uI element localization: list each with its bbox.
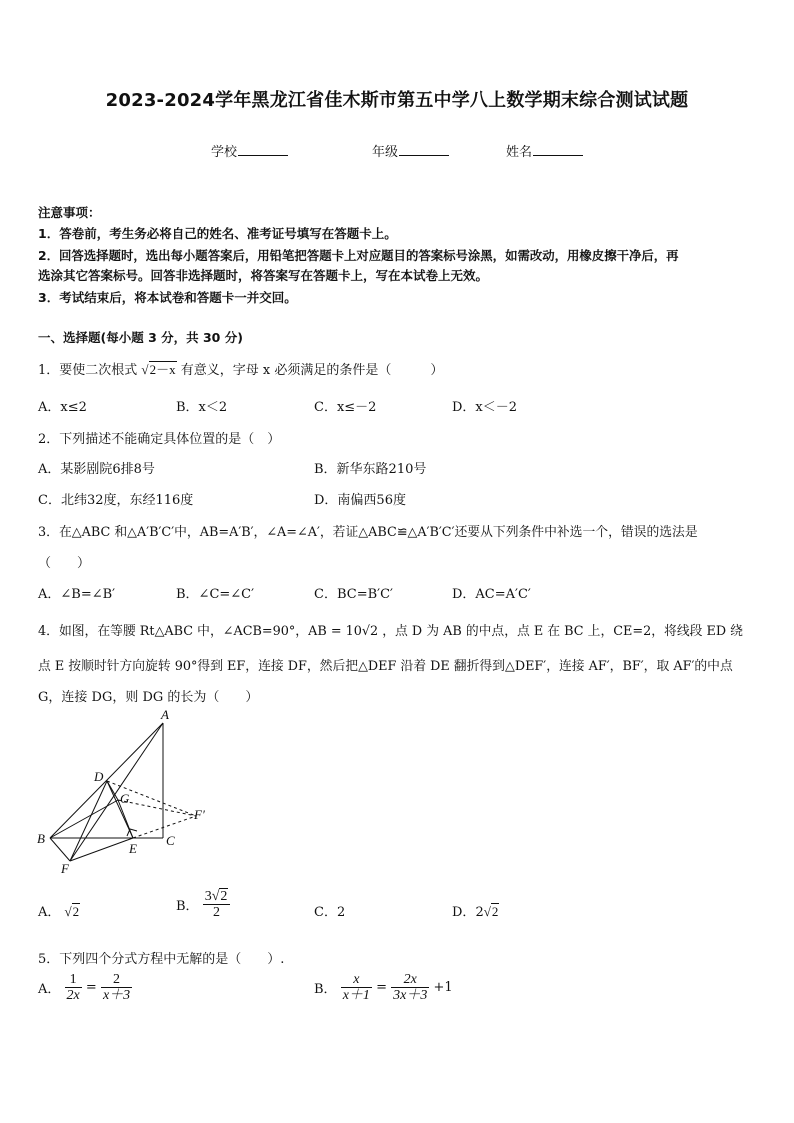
q5-option-a — [38, 972, 132, 1003]
q4-option-b-denominator: 2 — [213, 905, 221, 920]
label-b: B — [37, 831, 45, 846]
q4-option-d-label: D． — [452, 905, 476, 920]
label-a: A — [161, 707, 169, 722]
q5-option-b-num-2: 2x — [391, 972, 429, 988]
label-f-prime: F′ — [194, 807, 205, 822]
q4-option-d-radicand: 2 — [491, 904, 499, 919]
q3-option-c: C．BC=B′C′ — [314, 587, 393, 602]
q1-option-b: B．x＜2 — [176, 400, 228, 415]
q1-option-c: C．x≤－2 — [314, 400, 377, 415]
q5-option-a-frac-1 — [65, 972, 82, 1003]
notes-item-2a: 2．回答选择题时，选出每小题答案后，用铅笔把答题卡上对应题目的答案标号涂黑，如需改动，用橡皮擦干净后，再 — [38, 248, 679, 263]
notes-item-3: 3．考试结束后，将本试卷和答题卡一并交回。 — [38, 290, 297, 305]
school-label: 学校 — [211, 145, 238, 160]
q4-option-d-sqrt: √2 — [483, 904, 499, 919]
question-4-line-3: G，连接 DG，则 DG 的长为（ ） — [38, 690, 259, 705]
q5-option-b-frac-2 — [391, 972, 429, 1003]
q5-option-b-frac-1 — [341, 972, 372, 1003]
question-4-line-1: 4．如图，在等腰 Rt△ABC 中，∠ACB=90°，AB = 10√2 ，点 D 为 AB 的中点，点 E 在 BC 上，CE=2，将线段 ED 绕 — [38, 624, 743, 639]
grade-label: 年级 — [372, 145, 399, 160]
q1-pre: 1．要使二次根式 — [38, 363, 138, 378]
label-d: D — [94, 769, 104, 784]
label-c: C — [166, 833, 175, 848]
grade-field — [372, 141, 449, 160]
q4-option-b-num-radicand: 2 — [220, 889, 228, 904]
section-heading: 一、选择题(每小题 3 分，共 30 分) — [38, 330, 243, 345]
question-4-line-2: 点 E 按顺时针方向旋转 90°得到 EF，连接 DF，然后把△DEF 沿着 DE 翻折得到△DEF′，连接 AF′，BF′，取 AF′的中点 — [38, 659, 733, 674]
question-1-stem — [38, 359, 443, 378]
notes-item-2b: 选涂其它答案标号。回答非选择题时，将答案写在答题卡上，写在本试卷上无效。 — [38, 268, 489, 283]
q3-option-b: B．∠C=∠C′ — [176, 587, 255, 602]
q4-option-b-label: B． — [176, 899, 199, 914]
q4-option-b-fraction — [203, 889, 231, 920]
q1-option-a: A．x≤2 — [38, 400, 87, 415]
q5-option-b-den-2: 3x＋3 — [393, 988, 428, 1003]
q4-option-a-label: A． — [38, 905, 61, 920]
q5-option-a-label: A． — [38, 982, 61, 997]
question-2-stem: 2．下列描述不能确定具体位置的是（ ） — [38, 432, 281, 447]
q5-option-b-num-1: x — [341, 972, 372, 988]
q5-option-a-num-1: 1 — [65, 972, 82, 988]
segment-gf-prime — [118, 800, 196, 816]
q5-option-a-den-1: 2x — [66, 988, 80, 1003]
q4-option-a-radicand: 2 — [72, 904, 80, 919]
q5-option-a-equals: = — [85, 980, 97, 995]
question-3-line-2: （ ） — [38, 556, 91, 571]
q5-option-b-label: B． — [314, 982, 337, 997]
name-blank — [533, 143, 583, 156]
q2-option-a: A．某影剧院6排8号 — [38, 462, 155, 477]
q2-option-c: C．北纬32度，东经116度 — [38, 493, 194, 508]
q3-option-d: D．AC=A′C′ — [452, 587, 531, 602]
q2-option-d: D．南偏西56度 — [314, 493, 406, 508]
segment-ab — [50, 723, 163, 838]
segment-af — [70, 723, 163, 861]
q4-option-a-sqrt: √2 — [64, 904, 80, 919]
q4-option-b-num-sqrt: √2 — [211, 889, 228, 904]
q4-option-a — [38, 901, 80, 920]
label-e: E — [129, 841, 137, 856]
q1-post: 有意义，字母 x 必须满足的条件是（ ） — [180, 363, 444, 378]
notes-item-1: 1．答卷前，考生务必将自己的姓名、准考证号填写在答题卡上。 — [38, 226, 397, 241]
q4-option-c: C．2 — [314, 905, 346, 920]
label-f: F — [61, 861, 69, 876]
q3-option-a: A．∠B=∠B′ — [38, 587, 116, 602]
name-label: 姓名 — [506, 145, 533, 160]
name-field — [506, 141, 583, 160]
q5-option-a-num-2: 2 — [101, 972, 132, 988]
segment-ef-prime — [133, 816, 196, 838]
question-5-stem: 5．下列四个分式方程中无解的是（ ）. — [38, 952, 285, 967]
q5-option-b-den-1: x＋1 — [342, 988, 370, 1003]
q5-option-b-tail: +1 — [433, 980, 453, 995]
school-field — [211, 141, 288, 160]
q5-option-a-den-2: x＋3 — [102, 988, 131, 1003]
q4-option-d — [452, 901, 499, 920]
page-title: 2023-2024学年黑龙江省佳木斯市第五中学八上数学期末综合测试试题 — [105, 90, 689, 111]
q4-geometry-figure — [30, 705, 220, 880]
label-g: G — [120, 791, 130, 806]
q5-option-a-frac-2 — [101, 972, 132, 1003]
q4-option-b — [176, 889, 230, 920]
q4-option-b-num-coef: 3 — [204, 889, 212, 904]
q5-option-b — [314, 972, 453, 1003]
segment-bf — [50, 838, 70, 861]
grade-blank — [399, 143, 449, 156]
q5-option-b-equals: = — [376, 980, 387, 995]
q1-option-d: D．x＜－2 — [452, 400, 518, 415]
notes-heading: 注意事项： — [38, 205, 101, 220]
question-3-line-1: 3．在△ABC 和△A′B′C′中，AB=A′B′，∠A=∠A′，若证△ABC≌△A′B′C′还要从下列条件中补选一个，错误的选法是 — [38, 525, 698, 540]
q1-sqrt: √2－x — [141, 362, 176, 377]
q1-radicand: 2－x — [149, 362, 176, 377]
school-blank — [238, 143, 288, 156]
q4-option-d-coef: 2 — [475, 905, 484, 920]
q4-option-b-numerator — [203, 889, 231, 905]
q2-option-b: B．新华东路210号 — [314, 462, 427, 477]
